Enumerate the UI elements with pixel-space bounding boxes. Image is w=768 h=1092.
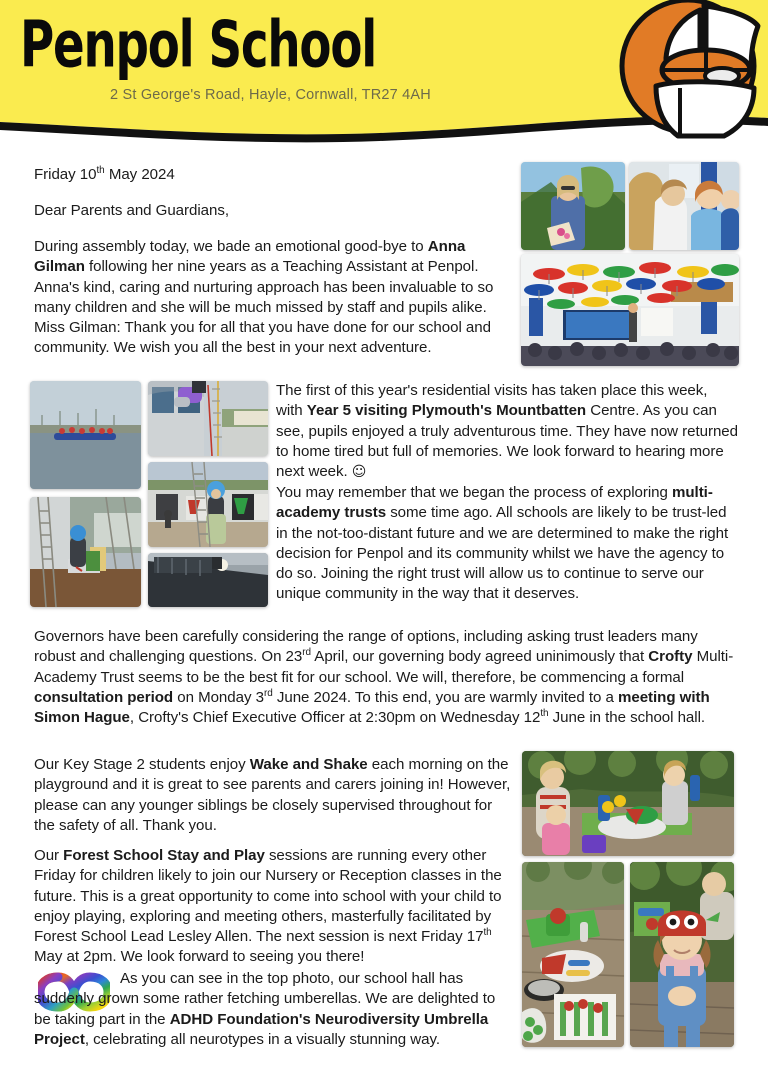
gov-text-b: April, our governing body agreed uninimously that <box>311 648 649 666</box>
wake-text-b: each morning on the playground and it is great to see parents and carers joining in! However, please can any younger siblings be closely supervised throughout for the safety of all. Thank you. <box>34 756 511 834</box>
photo-teacher-with-flowers <box>521 162 625 250</box>
paragraph-neurodiversity-umbrella <box>34 969 512 1050</box>
paragraph-wake-and-shake <box>34 755 512 836</box>
photo-school-hall-umbrellas <box>521 254 739 366</box>
paragraph-forest-school <box>34 846 512 968</box>
residential-highlight: Year 5 visiting Plymouth's Mountbatten <box>306 402 587 420</box>
umbrella-text-b: , celebrating all neurotypes in a visually stunning way. <box>84 1030 441 1048</box>
gov-text-f: , Crofty's Chief Executive Officer at 2:30pm on Wednesday 12 <box>129 709 541 727</box>
letter-date-text: Friday 10 <box>34 166 97 183</box>
trust-text-a: You may remember that we began the process of exploring <box>276 484 673 501</box>
photo-climbing-wall-jump <box>148 381 268 456</box>
photo-pupil-high-ropes <box>148 462 268 547</box>
gov-sup-12th: th <box>540 708 549 720</box>
gov-text-g: June in the school hall. <box>548 709 706 727</box>
trust-text-b: some time ago. All schools are likely to be trust-led in the not-too-distant future and we are determined to make the right decision for Penpol and its community whilst we have the agency to do so. Joining the right trust will allow us to continue to serve our unique community in the way that it deserves. <box>276 504 729 603</box>
photo-pupil-abseiling <box>30 497 141 607</box>
gov-sup-3rd: rd <box>263 687 273 699</box>
trust-highlight: multi-academy trusts <box>276 484 713 522</box>
wake-text-a: Our Key Stage 2 students enjoy <box>34 756 250 773</box>
letter-date-year: May 2024 <box>104 166 175 183</box>
letter-date <box>34 165 334 185</box>
photo-climbing-tower <box>148 553 268 607</box>
school-name-title: Penpol School <box>20 8 376 83</box>
gov-trust-name: Crofty <box>648 648 693 666</box>
page-header <box>0 0 768 148</box>
forest-highlight: Forest School Stay and Play <box>63 847 265 864</box>
sailing-ship-crest-icon <box>616 0 768 144</box>
photo-forest-school-table <box>522 751 734 856</box>
forest-text-b: sessions are running every other Friday for children likely to join our Nursery or Reception classes in the future. This is a great opportunity to come into school with your child to enjoy playing, exploring and meeting others, masterfully facilitated by Forest School Lead Lesley Allen. The next session is next Friday 17 <box>34 847 502 946</box>
paragraph-multi-academy-trust <box>276 483 738 605</box>
school-address: 2 St George's Road, Hayle, Cornwall, TR27 4AH <box>110 87 431 103</box>
smiley-icon: ☺ <box>351 464 367 481</box>
gov-text-d: on Monday 3 <box>173 688 264 706</box>
forest-text-c: May at 2pm. We look forward to seeing you there! <box>34 948 365 966</box>
gov-sup-23rd: rd <box>302 647 311 659</box>
paragraph-residential-visit <box>276 381 738 482</box>
farewell-name: Anna Gilman <box>34 238 466 276</box>
wake-highlight: Wake and Shake <box>249 756 368 773</box>
photo-forest-school-crafts <box>522 862 624 1047</box>
forest-sup-17th: th <box>483 927 492 939</box>
photo-pupils-hugging <box>629 162 739 250</box>
letter-salutation: Dear Parents and Guardians, <box>34 202 229 219</box>
umbrella-text-a: As you can see in the top photo, our school hall has suddenly grown some rather fetching umberellas. We are delighted to be taking part in the <box>34 970 496 1028</box>
photo-child-caterpillar-hat <box>630 862 734 1047</box>
gov-text-a: Governors have been carefully considering the range of options, including asking trust leaders many robust and challenging questions. On 23 <box>34 628 698 666</box>
letter-date-suffix: th <box>96 164 105 176</box>
paragraph-governors-consultation <box>34 627 740 728</box>
residential-text-a: The first of this year's residential visits has taken place this week, with <box>276 382 708 420</box>
gov-meeting-label: meeting with Simon Hague <box>34 688 710 727</box>
farewell-text-b: following her nine years as a Teaching Assistant at Penpol. Anna's kind, caring and nurturing approach has been invaluable to so many children and she will be much missed by staff and pupils alike. Miss Gilman: Thank you for all that you have done for our school and community. We wish you all the best in your next adventure. <box>34 258 494 357</box>
umbrella-project-name: ADHD Foundation's Neurodiversity Umbrella Project <box>34 1010 489 1048</box>
gov-text-c: Multi-Academy Trust seems to be the best fit for our school. We will, therefore, be commencing a formal <box>34 648 734 686</box>
forest-text-a: Our <box>34 847 64 864</box>
residential-text-b: Centre. As you can see, pupils enjoyed a truly adventurous time. They have now returned to home tired but full of memories. We look forward to hearing more next week. <box>276 402 738 481</box>
gov-text-e: June 2024. To this end, you are warmly invited to a <box>272 688 618 706</box>
gov-consultation-period: consultation period <box>34 688 174 706</box>
farewell-text-a: During assembly today, we bade an emotional good-bye to <box>34 238 428 255</box>
paragraph-farewell <box>34 237 506 359</box>
photo-kayaking-estuary <box>30 381 141 489</box>
